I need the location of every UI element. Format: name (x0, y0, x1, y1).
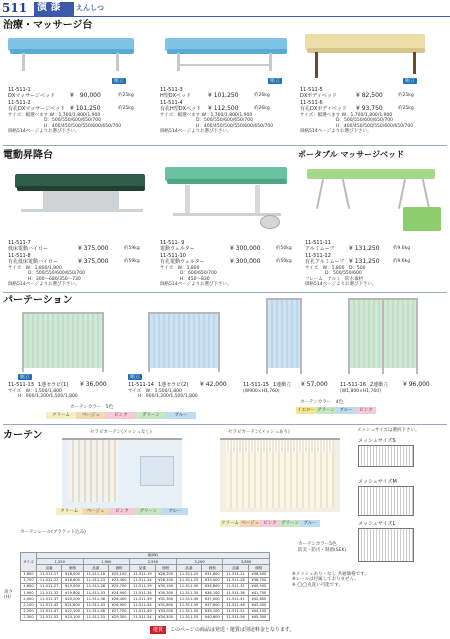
table-cell-code: 11-511-42 (36, 602, 62, 608)
massage-bed-2-info (160, 87, 300, 135)
electric-bed-2-image (165, 163, 290, 235)
partition-2-image (148, 312, 220, 372)
header-rule (0, 16, 450, 17)
spec-line: サイズ：幅選べます W：1,700/1,800/1,900 (300, 113, 393, 118)
product-line (340, 382, 448, 389)
spec-line: H：400/450/500/550/600/650/700 (44, 123, 122, 129)
product-price: ¥ 375,000 (78, 245, 109, 252)
product-price: ¥ 131,250 (349, 245, 380, 252)
table-cell-price: ¥19,000 (62, 583, 83, 589)
table-cell-code: 11-511-39 (130, 596, 156, 602)
massage-bed-3-info (300, 87, 450, 135)
curtain-notes (292, 572, 369, 588)
table-cell-price: ¥43,400 (248, 602, 269, 608)
partition-3-info (243, 382, 338, 394)
mesh-size-m-label: メッシュサイズM (358, 479, 397, 485)
product-weight: 約50kg (276, 259, 292, 264)
table-cell-price: ¥20,200 (62, 596, 83, 602)
spec-line: D：500/550/600/650/700 (336, 118, 393, 124)
product-code: 11-511-1 (8, 87, 31, 93)
product-line (8, 106, 148, 113)
product-code: 11-511-3 (160, 87, 183, 93)
table-cell-code: 11-511-45 (176, 602, 202, 608)
table-cell-price: ¥31,800 (155, 602, 176, 608)
product-price: ¥ 82,500 (356, 92, 383, 99)
product-line (128, 382, 238, 389)
table-cell-price: ¥18,600 (62, 577, 83, 583)
swatch-pink: ピンク (260, 520, 280, 527)
product-name: 有孔低床電動ハイロー (8, 259, 59, 265)
product-name: 1連衝立 (273, 382, 292, 388)
spec-line: D：500/550/600/650/700 (196, 118, 253, 124)
product-price: ¥ 101,250 (70, 105, 101, 112)
product-code: 11-511- 9 (160, 240, 185, 246)
product-price: ¥ 375,000 (78, 258, 109, 265)
table-cell-price: ¥33,000 (155, 608, 176, 614)
product-line (160, 106, 300, 113)
footer-note: このページの商品は発送・運賃は別途料金となります。 (170, 627, 295, 633)
table-cell-code: 11-511-37 (36, 596, 62, 602)
spec-line: D：500/550/600/650/700 (28, 271, 85, 277)
section-rule (3, 424, 447, 425)
massage-bed-1-info (8, 87, 148, 135)
swatch-green: グリーン (135, 508, 161, 515)
table-cell-code: 11-511-55 (176, 614, 202, 620)
section-title-massage: 治療・マッサージ台 (3, 20, 93, 31)
table-cell-code: 11-511-49 (130, 608, 156, 614)
product-price: ¥ 93,750 (356, 105, 383, 112)
table-cell-code: 11-511-41 (223, 596, 249, 602)
spec-line: サイズ：幅選べます W：1,700/1,800/1,900 (160, 113, 253, 118)
table-cell-price: ¥26,200 (155, 571, 176, 577)
swatch-cream: クリーム (56, 508, 82, 515)
spec-line: サイズ W：1,800/1,900 (8, 266, 62, 271)
product-price: ¥ 42,000 (200, 381, 227, 388)
table-cell-code: 11-511-29 (130, 583, 156, 589)
swatch-blue: ブルー (162, 508, 188, 515)
table-cell-price: ¥25,100 (109, 571, 130, 577)
spec-line: サイズ W：1,800 D：500 (305, 266, 366, 271)
table-subheader: 価格 (109, 565, 130, 571)
product-name: 2連衝立 (370, 382, 389, 388)
table-cell-code: 11-511-44 (130, 602, 156, 608)
product-price: ¥ 36,000 (80, 381, 107, 388)
table-cell-price: ¥42,800 (248, 596, 269, 602)
product-name: DXボディベッド (300, 93, 337, 99)
table-subheader: 品番 (223, 565, 249, 571)
table-cell-price: ¥31,800 (202, 571, 223, 577)
table-cell-height: 1,700 (21, 577, 37, 583)
table-cell-price: ¥40,600 (202, 614, 223, 620)
spec-line: サイズ：幅選べます W：1,700/1,800/1,900 (8, 113, 101, 118)
table-cell-code: 11-511-51 (223, 608, 249, 614)
price-table-body (21, 571, 270, 621)
curtain-plain-image (62, 438, 182, 512)
spec-line: (W1,800×H1,760) (340, 389, 381, 394)
table-height-label: 高さ(H) (4, 590, 13, 601)
product-name: 1連セラピ(2) (158, 382, 189, 388)
section-rule (3, 292, 447, 293)
curtain-price-table (20, 552, 270, 621)
table-cell-height: 2,100 (21, 602, 37, 608)
table-cell-code: 11-511-35 (176, 590, 202, 596)
product-weight: 約50kg (276, 246, 292, 251)
swatch-pink: ピンク (106, 412, 136, 419)
curtain-mesh-title: セラピカーテン(メッシュあり) (228, 430, 290, 435)
table-cell-price: ¥45,300 (248, 614, 269, 620)
product-code: 11-511-4 (160, 100, 183, 106)
product-line (300, 106, 450, 113)
partition-1-image (22, 312, 104, 372)
table-cell-height: 1,600 (21, 571, 37, 577)
spec-line: サイズ W：1,800 (160, 266, 200, 271)
table-subheader: 価格 (202, 565, 223, 571)
product-code: 11-511-16 (340, 382, 366, 388)
table-cell-code: 11-511-24 (130, 577, 156, 583)
product-weight: 約25kg (118, 106, 134, 111)
product-name: 有孔H型DXベッド (160, 106, 202, 112)
table-cell-price: ¥28,100 (155, 577, 176, 583)
product-line (160, 246, 300, 253)
massage-bed-3-image (305, 30, 430, 80)
product-line (305, 259, 450, 266)
electric-bed-1-info (8, 240, 158, 288)
mesh-size-l-image (358, 528, 414, 562)
table-cell-height: 1,800 (21, 583, 37, 589)
curtain-plain-title: セラピカーテン(メッシュなし) (90, 430, 152, 435)
table-cell-price: ¥21,800 (62, 602, 83, 608)
table-cell-price: ¥44,100 (248, 608, 269, 614)
mesh-size-s-image (358, 445, 414, 467)
table-header-width: 幅(W) (36, 553, 269, 559)
table-cell-price: ¥18,000 (62, 571, 83, 577)
product-code: 11-511-8 (8, 253, 31, 259)
product-code: 11-511-15 (243, 382, 269, 388)
curtain-note: ※ ◯◯丸洗い可能です。 (292, 582, 343, 588)
product-name: DXマッサージベッド (8, 93, 55, 99)
product-line (243, 382, 338, 389)
table-cell-price: ¥34,400 (155, 614, 176, 620)
swatch-green: グリーン (136, 412, 166, 419)
product-weight: 約25kg (398, 106, 414, 111)
electric-bed-2-info (160, 240, 300, 288)
table-cell-code: 11-511-43 (83, 602, 109, 608)
spec-line: H：450～830 (180, 276, 210, 282)
table-cell-code: 11-511-32 (36, 590, 62, 596)
table-cell-price: ¥36,100 (202, 590, 223, 596)
electric-bed-1-image (15, 166, 150, 234)
product-line (8, 382, 126, 389)
table-cell-code: 11-511-53 (83, 614, 109, 620)
table-cell-height: 2,200 (21, 608, 37, 614)
section-title-partition: パーテーション (3, 295, 73, 306)
table-cell-price: ¥22,100 (62, 608, 83, 614)
product-weight: 約26kg (254, 93, 270, 98)
product-name: H型DXベッド (160, 93, 192, 99)
table-cell-price: ¥30,300 (155, 590, 176, 596)
product-line (8, 246, 158, 253)
table-cell-price: ¥23,400 (109, 577, 130, 583)
partition-4-info (340, 382, 448, 394)
spec-line: サイズ W：1,500/1,800 (8, 389, 62, 394)
swatch-green: グリーン (317, 408, 335, 413)
product-price: ¥ 112,500 (208, 105, 239, 112)
section-title-electric: 電動昇降台 (3, 150, 53, 161)
massage-bed-1-image (8, 38, 136, 76)
product-line (305, 246, 450, 253)
table-header-width-value: 3,200 (176, 559, 223, 565)
table-header-size: サイズ (21, 553, 37, 572)
footer-badge: 運賃 (150, 626, 166, 634)
assembly-badge-4: 組立 (20, 374, 31, 380)
table-cell-code: 11-511-36 (223, 590, 249, 596)
table-cell-price: ¥19,800 (62, 590, 83, 596)
spec-line: H：400/450/500/550/600/650/700 (196, 123, 274, 129)
table-cell-price: ¥39,100 (202, 608, 223, 614)
product-line (8, 93, 148, 100)
massage-bed-2-image (165, 38, 290, 76)
spec-line: 価格514ページよりお選び下さい。 (8, 129, 80, 135)
assembly-badge-5: 組立 (130, 374, 141, 380)
table-cell-code: 11-511-17 (36, 571, 62, 577)
spec-line: H：900/1,200/1,500/1,800 (138, 394, 198, 400)
table-cell-code: 11-511-48 (83, 608, 109, 614)
spec-line: H：300～680/350～730 (28, 276, 81, 282)
product-weight: 約25kg (118, 93, 134, 98)
table-cell-code: 11-511-31 (223, 583, 249, 589)
mesh-size-l-label: メッシュサイズL (358, 521, 396, 527)
spec-line: 価格514ページよりお選び下さい。 (160, 282, 232, 288)
swatch-cream: クリーム (221, 521, 239, 526)
partition-2-info (128, 382, 238, 400)
mesh-size-m-image (358, 486, 414, 516)
product-weight: 約9.6kg (393, 259, 411, 264)
partition-1-info (8, 382, 126, 400)
table-header-width-value: 1,250 (36, 559, 83, 565)
table-cell-price: ¥33,000 (202, 577, 223, 583)
table-cell-code: 11-511-28 (83, 583, 109, 589)
table-cell-height: 1,900 (21, 590, 37, 596)
partition-4-image (348, 298, 418, 374)
product-line (160, 93, 300, 100)
table-cell-price: ¥40,500 (248, 583, 269, 589)
spec-line: 価格514ページよりお選び下さい。 (8, 282, 80, 288)
product-code: 11-511-13 (8, 382, 34, 388)
product-price: ¥ 300,000 (230, 245, 261, 252)
spec-line: (W900×H1,760) (243, 389, 280, 394)
product-price: ¥ 57,000 (301, 381, 328, 388)
table-cell-height: 2,300 (21, 614, 37, 620)
curtain-note: ※メッシュあり・なし 共通価格です。 (292, 572, 369, 577)
table-cell-code: 11-511-20 (176, 571, 202, 577)
table-cell-code: 11-511-52 (36, 614, 62, 620)
product-weight: 約26kg (254, 106, 270, 111)
table-cell-code: 11-511-27 (36, 583, 62, 589)
swatch-beige: ベージュ (241, 521, 259, 526)
table-cell-code: 11-511-33 (83, 590, 109, 596)
table-cell-price: ¥31,300 (155, 596, 176, 602)
product-price: ¥ 96,000 (403, 381, 430, 388)
page-footer (150, 626, 295, 634)
mesh-size-s-label: メッシュサイズS (358, 438, 396, 444)
curtain-swatches-mesh (220, 520, 320, 527)
section-title-portable: ポータブル マッサージベッド (298, 149, 404, 159)
curtain-rail-note: カーテンレール(ブラケット込み) (20, 530, 86, 535)
product-price: ¥ 300,000 (230, 258, 261, 265)
color-swatches-4 (296, 407, 376, 414)
table-cell-price: ¥27,700 (109, 608, 130, 614)
product-name: 低床電動ハイロー (8, 246, 49, 252)
table-cell-code: 11-511-40 (176, 596, 202, 602)
table-cell-code: 11-511-22 (36, 577, 62, 583)
swatch-cream: クリーム (46, 412, 76, 419)
table-cell-code: 11-511-30 (176, 583, 202, 589)
spec-line: D：500/550/600/650/700 (44, 118, 101, 124)
product-code: 11-511-7 (8, 240, 31, 246)
spec-line: 価格514ページよりお選び下さい。 (300, 129, 372, 135)
table-cell-code: 11-511-21 (223, 571, 249, 577)
product-weight: 約9.6kg (393, 246, 411, 251)
table-cell-code: 11-511-25 (176, 577, 202, 583)
table-cell-price: ¥41,700 (248, 590, 269, 596)
swatch-pink: ピンク (109, 508, 135, 515)
spec-line: 価格514ページよりお選び下さい。 (305, 282, 377, 288)
color-swatches-5 (46, 412, 196, 419)
table-header-width-value: 2,550 (130, 559, 177, 565)
spec-line: フレーム：アルミ 防水素材 (305, 276, 364, 282)
product-weight: 約59kg (124, 259, 140, 264)
curtain-swatches-plain (56, 508, 188, 515)
swatch-yellow: イエロー (297, 408, 315, 413)
product-price: ¥ 90,000 (70, 92, 101, 99)
assembly-badge-1: 組立 (114, 78, 125, 84)
table-cell-code: 11-511-23 (83, 577, 109, 583)
product-name: 有孔DXマッサージベッド (8, 106, 65, 112)
table-cell-code: 11-511-54 (130, 614, 156, 620)
table-header-width-value: 3,850 (223, 559, 270, 565)
product-line (300, 93, 450, 100)
table-cell-price: ¥36,700 (248, 577, 269, 583)
product-code: 11-511-5 (300, 87, 323, 93)
product-line (8, 259, 158, 266)
assembly-badge-2: 組立 (270, 78, 281, 84)
table-subheader: 品番 (176, 565, 202, 571)
assembly-badge-3: 組立 (405, 78, 416, 84)
product-price: ¥ 101,250 (208, 92, 239, 99)
swatch-beige: ベージュ (76, 412, 106, 419)
product-name: 有孔電動ウェルター (160, 259, 205, 265)
section-rule (3, 145, 447, 146)
product-weight: 約59kg (124, 246, 140, 251)
table-cell-code: 11-511-26 (223, 577, 249, 583)
product-code: 11-511-10 (160, 253, 186, 259)
product-code: 11-511-11 (305, 240, 331, 246)
table-cell-code: 11-511-50 (176, 608, 202, 614)
table-subheader: 品番 (36, 565, 62, 571)
product-name: 有孔アルミムーブ (305, 259, 345, 265)
curtain-colors-note1: カーテンカラー5色 (298, 542, 337, 547)
product-name: 1連セラピ(1) (38, 382, 69, 388)
table-cell-price: ¥29,300 (109, 614, 130, 620)
table-cell-price: ¥24,900 (109, 590, 130, 596)
table-row (21, 614, 270, 620)
portable-bed-info (305, 240, 450, 288)
spec-line: H：400/450/500/550/600/650/700 (336, 123, 414, 129)
swatch-pink: ピンク (356, 407, 376, 414)
spec-line: 価格514ページよりお選び下さい。 (160, 129, 232, 135)
swatch-blue: ブルー (300, 520, 320, 527)
table-subheader: 価格 (155, 565, 176, 571)
category-kana: えんしつ (76, 4, 104, 12)
table-subheader: 品番 (130, 565, 156, 571)
swatch-green: グリーン (281, 521, 299, 526)
table-cell-code: 11-511-47 (36, 608, 62, 614)
curtain-color-label-5: カーテンカラー 5色 (70, 405, 114, 410)
table-cell-price: ¥30,100 (155, 583, 176, 589)
product-name: 有孔DXボディベッド (300, 106, 347, 112)
product-code: 11-511-12 (305, 253, 331, 259)
category-title: 演 漆 (34, 2, 74, 16)
page-header (0, 0, 450, 16)
section-title-curtain: カーテン (3, 430, 43, 441)
curtain-mesh-image (220, 438, 340, 512)
product-name: 電動ウェルター (160, 246, 195, 252)
portable-bed-image (305, 165, 445, 235)
curtain-note: ※レールは付属しておりません。 (292, 577, 359, 583)
curtain-colors-note2: 防炎・防汚・制菌(SEK) (298, 548, 347, 553)
table-cell-height: 2,000 (21, 596, 37, 602)
product-line (160, 259, 300, 266)
swatch-blue: ブルー (166, 412, 196, 419)
product-weight: 約25kg (398, 93, 414, 98)
spec-line: D：500/550/600 (325, 271, 362, 277)
table-cell-code: 11-511-34 (130, 590, 156, 596)
table-cell-price: ¥26,900 (109, 602, 130, 608)
table-subheader: 品番 (83, 565, 109, 571)
table-header-width-value: 1,900 (83, 559, 130, 565)
table-cell-price: ¥34,800 (202, 583, 223, 589)
product-code: 11-511-14 (128, 382, 154, 388)
table-cell-code: 11-511-38 (83, 596, 109, 602)
partition-3-image (266, 298, 302, 374)
swatch-beige: ベージュ (82, 508, 108, 515)
product-code: 11-511-6 (300, 100, 323, 106)
table-cell-code: 11-511-56 (223, 614, 249, 620)
table-cell-code: 11-511-19 (130, 571, 156, 577)
table-subheader: 価格 (248, 565, 269, 571)
page-number: 511 (2, 1, 28, 15)
mesh-size-note: メッシュサイズは選択下さい。 (357, 428, 420, 433)
swatch-blue: ブルー (336, 407, 356, 414)
table-cell-price: ¥23,100 (62, 614, 83, 620)
table-cell-price: ¥36,400 (248, 571, 269, 577)
table-cell-code: 11-511-18 (83, 571, 109, 577)
table-cell-price: ¥37,600 (202, 602, 223, 608)
product-price: ¥ 131,250 (349, 258, 380, 265)
product-name: アルミムーブ (305, 246, 335, 252)
curtain-color-label-4: カーテンカラー 4色 (300, 400, 344, 405)
spec-line: D：600/650/700 (180, 271, 217, 277)
table-cell-code: 11-511-46 (223, 602, 249, 608)
spec-line: H：900/1,200/1,500/1,800 (18, 394, 78, 400)
table-cell-price: ¥37,000 (202, 596, 223, 602)
table-cell-price: ¥25,700 (109, 583, 130, 589)
spec-line: サイズ W：1,500/1,800 (128, 389, 182, 394)
table-cell-price: ¥26,400 (109, 596, 130, 602)
product-code: 11-511-2 (8, 100, 31, 106)
table-subheader: 価格 (62, 565, 83, 571)
